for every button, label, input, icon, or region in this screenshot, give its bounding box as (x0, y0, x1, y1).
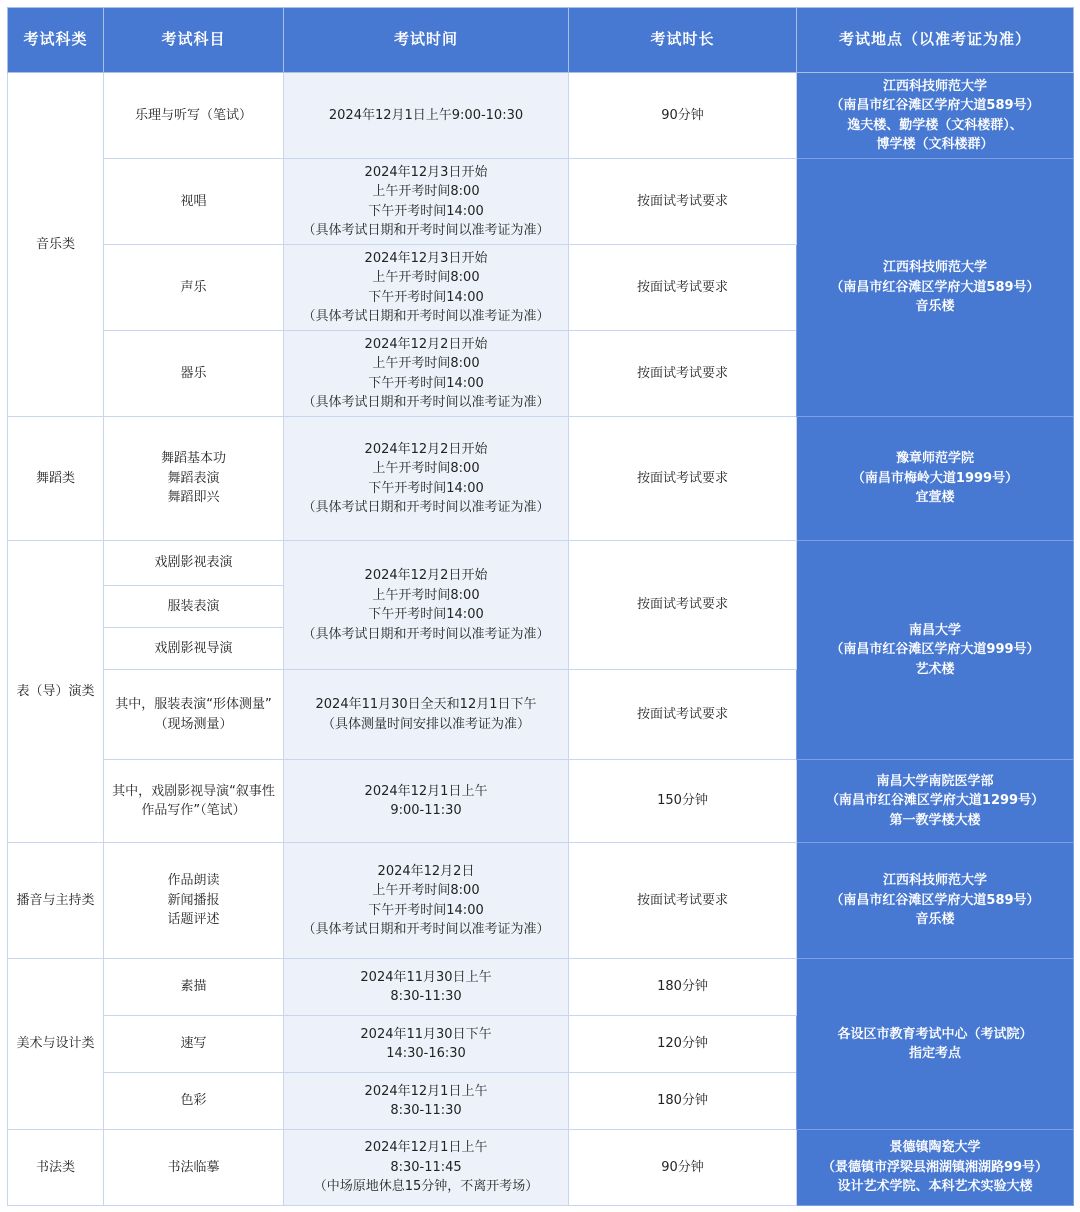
time-text: （具体考试日期和开考时间以准考证为准） (302, 500, 550, 515)
time-text: 2024年12月2日开始 (364, 441, 488, 457)
subject-text: 书法临摹 (167, 1159, 220, 1175)
subject-text: 作品写作”（笔试） (141, 803, 246, 818)
time-text: 8:30-11:45 (390, 1159, 462, 1175)
subject-text: 速写 (180, 1036, 207, 1052)
subject-cell (104, 1130, 284, 1206)
time-text: （具体考试日期和开考时间以准考证为准） (302, 395, 550, 410)
subject-text: 舞蹈即兴 (167, 490, 220, 506)
location-text: 江西科技师范大学 (882, 873, 987, 889)
time-text: 2024年12月2日开始 (364, 336, 488, 352)
location-text: 景德镇陶瓷大学 (889, 1140, 981, 1156)
time-cell (284, 245, 569, 331)
subject-cell (104, 73, 284, 159)
subject-cell (104, 586, 284, 628)
location-text: 艺术楼 (915, 661, 955, 677)
duration-cell: 180分钟 (569, 1073, 797, 1130)
time-text: 2024年11月30日上午 (360, 969, 492, 985)
time-text: 上午开考时间8:00 (372, 587, 480, 603)
location-cell (797, 73, 1074, 159)
subject-text: 乐理与听写（笔试） (134, 107, 252, 123)
time-text: 上午开考时间8:00 (372, 883, 480, 898)
time-text: 8:30-11:30 (390, 989, 462, 1004)
time-text: 9:00-11:30 (390, 803, 462, 818)
duration-cell: 按面试考试要求 (569, 331, 797, 417)
time-text: （具体测量时间安排以准考证为准） (321, 716, 530, 732)
time-text: 2024年11月30日下午 (360, 1026, 492, 1042)
subject-text: 色彩 (180, 1093, 207, 1109)
subject-text: 视唱 (180, 193, 207, 209)
time-text: 下午开考时间14:00 (368, 375, 484, 391)
subject-cell (104, 628, 284, 670)
time-cell (284, 541, 569, 670)
location-text: （景德镇市浮梁县湘湖镇湘湖路99号） (821, 1159, 1049, 1175)
time-text: 上午开考时间8:00 (372, 184, 480, 199)
subject-text: 其中，服装表演“形体测量” (115, 697, 272, 712)
time-text: 上午开考时间8:00 (372, 461, 480, 476)
subject-cell (104, 1016, 284, 1073)
table-row (8, 73, 1074, 159)
header-duration: 考试时长 (569, 8, 797, 73)
subject-cell (104, 159, 284, 245)
subject-text: 素描 (180, 979, 207, 995)
time-cell (284, 760, 569, 843)
time-text: （具体考试日期和开考时间以准考证为准） (302, 922, 550, 937)
category-dance: 舞蹈类 (8, 417, 104, 541)
location-text: （南昌市红谷滩区学府大道999号） (830, 642, 1040, 658)
table-row (8, 541, 1074, 586)
duration-cell: 90分钟 (569, 73, 797, 159)
subject-cell (104, 760, 284, 843)
table-row (8, 417, 1074, 541)
location-cell (797, 959, 1074, 1130)
duration-cell: 按面试考试要求 (569, 417, 797, 541)
time-text: 2024年12月1日上午 (364, 783, 488, 799)
location-text: （南昌市红谷滩区学府大道589号） (830, 279, 1040, 295)
location-text: 指定考点 (908, 1046, 961, 1061)
subject-cell (104, 541, 284, 586)
location-text: 宜萱楼 (915, 490, 955, 506)
header-row (8, 8, 1074, 73)
location-text: 各设区市教育考试中心（考试院） (837, 1026, 1033, 1042)
category-calligraphy: 书法类 (8, 1130, 104, 1206)
header-category: 考试科类 (8, 8, 104, 73)
time-text: 2024年11月30日全天和12月1日下午 (315, 697, 537, 712)
subject-text: 服装表演 (167, 598, 220, 614)
location-text: 南昌大学南院医学部 (876, 773, 994, 789)
header-subject: 考试科目 (104, 8, 284, 73)
location-cell (797, 417, 1074, 541)
category-music: 音乐类 (8, 73, 104, 417)
location-text: （南昌市红谷滩区学府大道589号） (830, 892, 1040, 908)
subject-text: 新闻播报 (167, 892, 220, 908)
subject-cell (104, 331, 284, 417)
subject-text: 戏剧影视导演 (154, 640, 233, 656)
duration-cell: 150分钟 (569, 760, 797, 843)
category-art: 美术与设计类 (8, 959, 104, 1130)
time-text: 2024年12月3日开始 (364, 164, 488, 180)
table-row (8, 843, 1074, 959)
time-text: 14:30-16:30 (386, 1046, 466, 1061)
time-text: 下午开考时间14:00 (368, 607, 484, 622)
location-text: 江西科技师范大学 (882, 78, 987, 94)
time-text: 下午开考时间14:00 (368, 480, 484, 496)
location-cell (797, 541, 1074, 760)
location-text: 音乐楼 (915, 912, 955, 928)
time-cell (284, 959, 569, 1016)
location-cell (797, 760, 1074, 843)
time-cell (284, 331, 569, 417)
category-drama: 表（导）演类 (8, 541, 104, 843)
table-row (8, 159, 1074, 245)
subject-text: 舞蹈基本功 (160, 451, 226, 467)
duration-cell: 按面试考试要求 (569, 159, 797, 245)
time-cell (284, 670, 569, 760)
time-text: 2024年12月1日上午 (364, 1083, 488, 1099)
duration-cell: 180分钟 (569, 959, 797, 1016)
time-cell (284, 1073, 569, 1130)
time-cell (284, 73, 569, 159)
table-row (8, 760, 1074, 843)
location-text: 逸夫楼、勤学楼（文科楼群）、 (847, 117, 1023, 133)
subject-text: 其中，戏剧影视导演“叙事性 (112, 783, 275, 799)
location-cell (797, 1130, 1074, 1206)
time-text: 上午开考时间8:00 (372, 356, 480, 371)
location-text: （南昌市红谷滩区学府大道589号） (830, 98, 1040, 113)
location-text: 博学楼（文科楼群） (876, 137, 994, 152)
duration-cell: 按面试考试要求 (569, 245, 797, 331)
subject-text: 作品朗读 (167, 873, 220, 889)
location-cell (797, 843, 1074, 959)
category-broadcast: 播音与主持类 (8, 843, 104, 959)
table-row (8, 1130, 1074, 1206)
time-text: 下午开考时间14:00 (368, 203, 484, 219)
time-text: 2024年12月2日 (377, 863, 475, 879)
time-text: （具体考试日期和开考时间以准考证为准） (302, 309, 550, 324)
time-text: 2024年12月1日上午9:00-10:30 (328, 107, 524, 123)
subject-cell (104, 959, 284, 1016)
location-text: （南昌市红谷滩区学府大道1299号） (825, 793, 1045, 809)
time-cell (284, 843, 569, 959)
subject-text: 舞蹈表演 (167, 470, 220, 486)
time-cell (284, 159, 569, 245)
time-text: （中场原地休息15分钟，不离开考场） (313, 1179, 539, 1195)
subject-text: （现场测量） (154, 716, 233, 732)
table-row (8, 959, 1074, 1016)
time-text: 下午开考时间14:00 (368, 289, 484, 305)
location-text: 南昌大学 (908, 622, 961, 638)
location-text: （南昌市梅岭大道1999号） (851, 470, 1019, 486)
subject-text: 话题评述 (167, 912, 220, 928)
time-text: （具体考试日期和开考时间以准考证为准） (302, 223, 550, 238)
location-text: 豫章师范学院 (895, 451, 974, 467)
subject-cell (104, 670, 284, 760)
header-time: 考试时间 (284, 8, 569, 73)
duration-cell: 按面试考试要求 (569, 670, 797, 760)
subject-text: 声乐 (180, 279, 207, 295)
time-text: 8:30-11:30 (390, 1103, 462, 1118)
location-text: 第一教学楼大楼 (889, 812, 981, 828)
location-text: 江西科技师范大学 (882, 260, 987, 276)
subject-cell (104, 417, 284, 541)
time-cell (284, 1016, 569, 1073)
duration-cell: 按面试考试要求 (569, 843, 797, 959)
duration-cell: 90分钟 (569, 1130, 797, 1206)
subject-text: 器乐 (180, 365, 207, 381)
subject-cell (104, 843, 284, 959)
time-text: （具体考试日期和开考时间以准考证为准） (302, 626, 550, 642)
header-location: 考试地点（以准考证为准） (797, 8, 1074, 73)
duration-cell: 按面试考试要求 (569, 541, 797, 670)
subject-text: 戏剧影视表演 (154, 555, 233, 571)
duration-cell: 120分钟 (569, 1016, 797, 1073)
time-text: 2024年12月3日开始 (364, 250, 488, 266)
subject-cell (104, 1073, 284, 1130)
location-text: 音乐楼 (915, 299, 955, 315)
time-cell (284, 417, 569, 541)
time-text: 下午开考时间14:00 (368, 902, 484, 918)
time-text: 2024年12月2日开始 (364, 568, 488, 583)
location-cell (797, 159, 1074, 417)
time-text: 2024年12月1日上午 (364, 1140, 488, 1156)
exam-schedule-table (7, 7, 1074, 1206)
time-cell (284, 1130, 569, 1206)
subject-cell (104, 245, 284, 331)
time-text: 上午开考时间8:00 (372, 270, 480, 285)
location-text: 设计艺术学院、本科艺术实验大楼 (837, 1179, 1033, 1195)
